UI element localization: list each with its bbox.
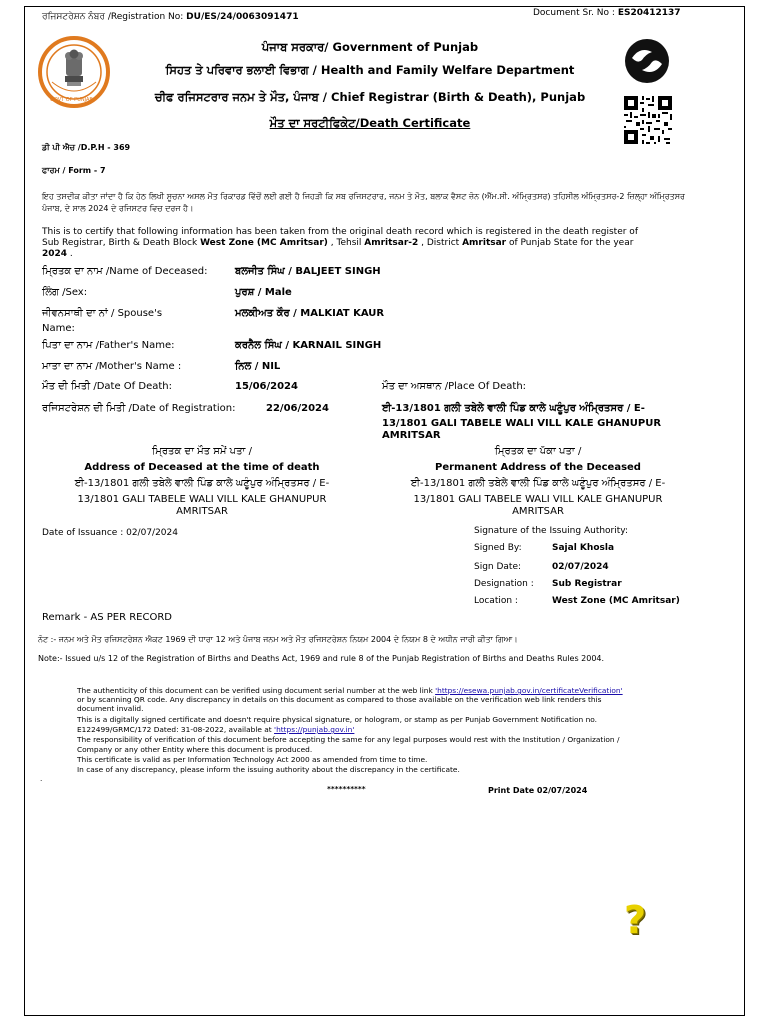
designation-value: Sub Registrar bbox=[552, 579, 622, 589]
address-permanent-heading: Permanent Address of the Deceased bbox=[435, 462, 641, 473]
esewa-logo-icon bbox=[622, 36, 672, 86]
print-date: Print Date 02/07/2024 bbox=[488, 786, 588, 795]
stars-separator: ********** bbox=[327, 784, 366, 793]
signature-heading: Signature of the Issuing Authority: bbox=[474, 526, 628, 536]
address-permanent-line-3: AMRITSAR bbox=[512, 506, 564, 517]
name-value: ਬਲਜੀਤ ਸਿੰਘ / BALJEET SINGH bbox=[235, 266, 381, 277]
signed-by-value: Sajal Khosla bbox=[552, 543, 615, 553]
certify-text-english-3: 2024 . bbox=[42, 249, 73, 259]
title-certificate: ਮੌਤ ਦਾ ਸਰਟੀਫਿਕੇਟ/Death Certificate bbox=[269, 116, 471, 130]
title-registrar: ਚੀਫ ਰਜਿਸਟਰਾਰ ਜਨਮ ਤੇ ਮੌਤ, ਪੰਜਾਬ / Chief Registrar (Birth & Death), Punjab bbox=[154, 90, 586, 104]
remark: Remark - AS PER RECORD bbox=[42, 612, 172, 623]
place-of-death-value-3: AMRITSAR bbox=[382, 430, 441, 441]
registration-number: ਰਜਿਸਟਰੇਸ਼ਨ ਨੰਬਰ /Registration No: DU/ES/24/0063091471 bbox=[42, 12, 299, 22]
responsibility-line-1: The responsibility of verification of this document before accepting the same for any legal purposes would rest with the Institution / Organization / bbox=[77, 735, 620, 744]
footer-dot: . bbox=[40, 774, 43, 783]
signed-by-label: Signed By: bbox=[474, 543, 522, 553]
sex-label: ਲਿੰਗ /Sex: bbox=[42, 287, 88, 298]
father-label: ਪਿਤਾ ਦਾ ਨਾਮ /Father's Name: bbox=[42, 340, 175, 351]
verification-link[interactable]: 'https://esewa.punjab.gov.in/certificateVerification' bbox=[435, 686, 623, 695]
certify-text-english-1: This is to certify that following information has been taken from the original death record which is registered in the death register of bbox=[42, 227, 638, 237]
spouse-label: ਜੀਵਨਸਾਥੀ ਦਾ ਨਾਂ / Spouse's bbox=[42, 308, 163, 319]
address-permanent-line-2: 13/1801 GALI TABELE WALI VILL KALE GHANUPUR bbox=[413, 494, 663, 505]
certify-text-english-2: Sub Registrar, Birth & Death Block West Zone (MC Amritsar) , Tehsil Amritsar-2 , District Amritsar of Punjab State for the year bbox=[42, 238, 634, 248]
discrepancy-line: In case of any discrepancy, please inform the issuing authority about the discrepancy in the certificate. bbox=[77, 765, 460, 774]
document-serial-number: Document Sr. No : ES20412137 bbox=[533, 8, 681, 18]
certify-text-punjabi: ਇਹ ਤਸਦੀਕ ਕੀਤਾ ਜਾਂਦਾ ਹੈ ਕਿ ਹੇਠ ਲਿਖੀ ਸੂਚਨਾ ਅਸਲ ਮੌਤ ਰਿਕਾਰਡ ਵਿੱਚੋਂ ਲਈ ਗਈ ਹੈ ਜਿਹੜੀ ਕਿ ਸਬ ਰਜਿਸਟਰਾਰ, ਜਨਮ ਤੇ ਮੌਤ, ਬਲਾਕ ਵੈਸਟ ਜ਼ੋਨ (ਐੱਮ.ਸੀ. ਅੰਮ੍ਰਿਤਸਰ) ਤਹਿਸੀਲ ਅੰਮ੍ਰਿਤਸਰ-2 ਜ਼ਿਲ੍ਹਾ ਅੰਮ੍ਰਿਤਸਰ ਪੰਜਾਬ, ਦੇ ਸਾਲ 2024 ਦੇ ਰਜਿਸਟਰ ਵਿਚ ਦਰਜ ਹੈ। bbox=[42, 192, 685, 213]
mother-label: ਮਾਤਾ ਦਾ ਨਾਮ /Mother's Name : bbox=[42, 361, 182, 372]
address-permanent-heading-punjabi: ਮ੍ਰਿਤਕ ਦਾ ਪੱਕਾ ਪਤਾ / bbox=[494, 446, 582, 457]
dph-number: ਡੀ ਪੀ ਐਚ /D.P.H - 369 bbox=[42, 143, 131, 152]
address-time-heading-punjabi: ਮ੍ਰਿਤਕ ਦਾ ਮੌਤ ਸਮੇਂ ਪਤਾ / bbox=[152, 446, 252, 457]
authenticity-line-2: or by scanning QR code. Any discrepancy in details on this document as compared to those available on the verification web link renders this bbox=[77, 695, 602, 704]
note-english: Note:- Issued u/s 12 of the Registration of Births and Deaths Act, 1969 and rule 8 of the Punjab Registration of Births and Deaths Rules 2004. bbox=[38, 654, 605, 663]
title-government: ਪੰਜਾਬ ਸਰਕਾਰ/ Government of Punjab bbox=[261, 40, 479, 54]
sex-value: ਪੁਰਸ਼ / Male bbox=[235, 287, 292, 298]
sign-date-label: Sign Date: bbox=[474, 562, 522, 572]
address-time-heading: Address of Deceased at the time of death bbox=[84, 462, 320, 473]
death-date-value: 15/06/2024 bbox=[235, 381, 298, 392]
address-time-line-2: 13/1801 GALI TABELE WALI VILL KALE GHANUPUR bbox=[77, 494, 327, 505]
authenticity-line-3: document invalid. bbox=[77, 704, 144, 713]
responsibility-line-2: Company or any other Entity where this document is produced. bbox=[77, 745, 313, 754]
spouse-label-2: Name: bbox=[42, 323, 75, 334]
note-punjabi: ਨੋਟ :- ਜਨਮ ਅਤੇ ਮੌਤ ਰਜਿਸਟਰੇਸ਼ਨ ਐਕਟ 1969 ਦੀ ਧਾਰਾ 12 ਅਤੇ ਪੰਜਾਬ ਜਨਮ ਅਤੇ ਮੌਤ ਰਜਿਸਟਰੇਸ਼ਨ ਨਿਯਮ 2004 ਦੇ ਨਿਯਮ 8 ਦੇ ਅਧੀਨ ਜਾਰੀ ਕੀਤਾ ਗਿਆ। bbox=[38, 635, 518, 644]
place-of-death-value-2: 13/1801 GALI TABELE WALI VILL KALE GHANUPUR bbox=[382, 418, 662, 429]
place-of-death-value-1: ਈ-13/1801 ਗਲੀ ਤਬੇਲੇ ਵਾਲੀ ਪਿੰਡ ਕਾਲੇ ਘਣੂੰਪੁਰ ਅੰਮ੍ਰਿਤਸਰ / E- bbox=[382, 403, 645, 414]
digital-sign-line-1: This is a digitally signed certificate and doesn't require physical signature, or hologram, or stamp as per Punjab Government Notification no. bbox=[77, 715, 598, 724]
name-label: ਮ੍ਰਿਤਕ ਦਾ ਨਾਮ /Name of Deceased: bbox=[42, 266, 208, 277]
address-time-line-3: AMRITSAR bbox=[176, 506, 228, 517]
registration-date-label: ਰਜਿਸਟਰੇਸ਼ਨ ਦੀ ਮਿਤੀ /Date of Registration: bbox=[42, 403, 236, 414]
validity-line: This certificate is valid as per Information Technology Act 2000 as amended from time to time. bbox=[77, 755, 428, 764]
address-time-line-1: ਈ-13/1801 ਗਲੀ ਤਬੇਲੇ ਵਾਲੀ ਪਿੰਡ ਕਾਲੇ ਘਣੂੰਪੁਰ ਅੰਮ੍ਰਿਤਸਰ / E- bbox=[74, 478, 330, 489]
designation-label: Designation : bbox=[474, 579, 534, 589]
place-of-death-label: ਮੌਤ ਦਾ ਅਸਥਾਨ /Place Of Death: bbox=[382, 381, 527, 392]
death-date-label: ਮੌਤ ਦੀ ਮਿਤੀ /Date Of Death: bbox=[42, 381, 172, 392]
punjab-gov-link[interactable]: 'https://punjab.gov.in' bbox=[274, 725, 355, 734]
title-department: ਸਿਹਤ ਤੇ ਪਰਿਵਾਰ ਭਲਾਈ ਵਿਭਾਗ / Health and Family Welfare Department bbox=[165, 63, 575, 77]
authenticity-line-1: The authenticity of this document can be verified using document serial number at the web link 'https://esewa.punjab.gov.in/certificateVerification' bbox=[77, 686, 623, 695]
form-number: ਫਾਰਮ / Form - 7 bbox=[42, 166, 106, 175]
father-value: ਕਰਨੈਲ ਸਿੰਘ / KARNAIL SINGH bbox=[235, 340, 382, 351]
spouse-value: ਮਲਕੀਅਤ ਕੌਰ / MALKIAT KAUR bbox=[235, 308, 385, 319]
location-label: Location : bbox=[474, 596, 518, 606]
digital-sign-line-2: E122499/GRMC/172 Dated: 31-08-2022, available at 'https://punjab.gov.in' bbox=[77, 725, 355, 734]
registration-date-value: 22/06/2024 bbox=[266, 403, 329, 414]
sign-date-value: 02/07/2024 bbox=[552, 562, 609, 572]
location-value: West Zone (MC Amritsar) bbox=[552, 596, 680, 606]
seal-text: GOVT OF PUNJAB bbox=[50, 97, 93, 103]
mother-value: ਨਿਲ / NIL bbox=[235, 361, 281, 372]
help-question-icon[interactable]: ? bbox=[624, 898, 647, 942]
address-permanent-line-1: ਈ-13/1801 ਗਲੀ ਤਬੇਲੇ ਵਾਲੀ ਪਿੰਡ ਕਾਲੇ ਘਣੂੰਪੁਰ ਅੰਮ੍ਰਿਤਸਰ / E- bbox=[410, 478, 666, 489]
date-of-issuance: Date of Issuance : 02/07/2024 bbox=[42, 528, 178, 538]
